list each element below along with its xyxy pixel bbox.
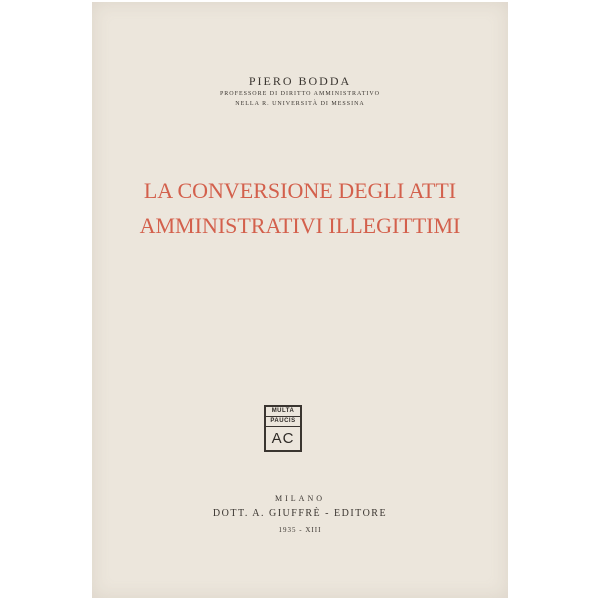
publisher-name: DOTT. A. GIUFFRÈ - EDITORE (212, 508, 388, 519)
author-affiliation-line-2: NELLA R. UNIVERSITÀ DI MESSINA (235, 101, 365, 107)
book-title-line-1: LA CONVERSIONE DEGLI ATTI (143, 178, 457, 203)
book-title-line-2: AMMINISTRATIVI ILLEGITTIMI (139, 213, 461, 238)
publication-city: MILANO (275, 494, 325, 503)
emblem-word-paucis: PAUCIS (266, 417, 300, 427)
author-name: PIERO BODDA (248, 74, 352, 88)
book-cover (92, 2, 508, 598)
publication-year: 1935 - XIII (278, 526, 322, 534)
author-affiliation-line-1: PROFESSORE DI DIRITTO AMMINISTRATIVO (219, 91, 381, 97)
emblem-monogram: AC (271, 430, 295, 447)
publisher-emblem (264, 405, 302, 452)
emblem-word-multa: MULTA (266, 407, 300, 417)
